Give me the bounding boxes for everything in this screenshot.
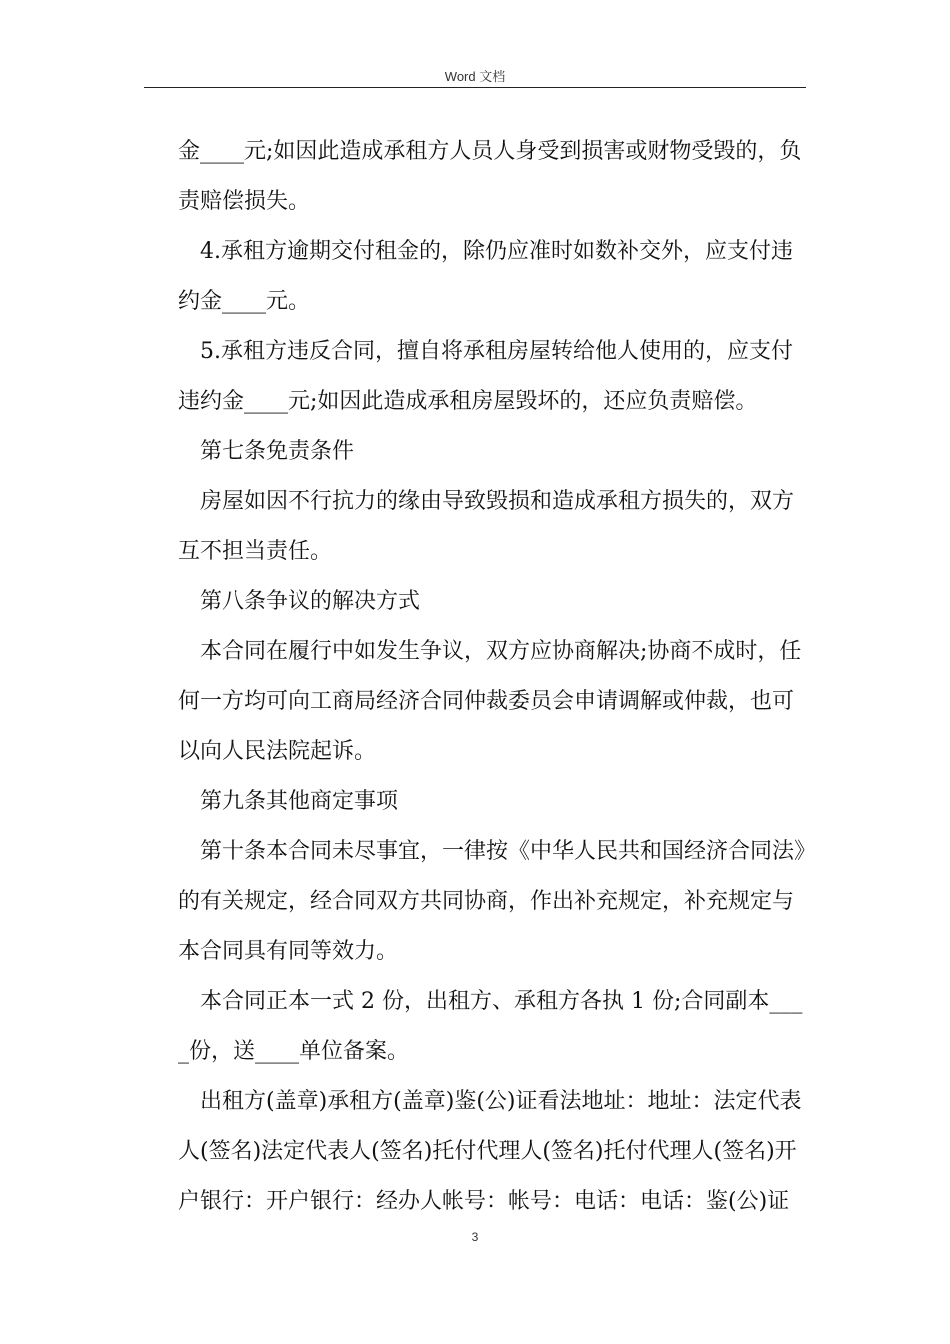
- document-header: Word 文档: [444, 69, 506, 84]
- paragraph: 房屋如因不行抗力的缘由导致毁损和造成承租方损失的，双方互不担当责任。: [178, 489, 795, 564]
- paragraph: 本合同在履行中如发生争议，双方应协商解决;协商不成时，任何一方均可向工商局经济合同仲裁委员会申请调解或仲裁，也可以向人民法院起诉。: [178, 639, 802, 764]
- section-heading: 第七条免责条件: [200, 439, 355, 464]
- section-heading: 第九条其他商定事项: [200, 789, 399, 814]
- page-number: 3: [471, 1230, 479, 1244]
- header-divider: [144, 87, 806, 88]
- signature-block: 出租方(盖章)承租方(盖章)鉴(公)证看法地址：地址：法定代表人(签名)法定代表人(签名)托付代理人(签名)托付代理人(签名)开户银行：开户银行：经办人帐号：帐号：电话：电话：鉴(公)证: [178, 1089, 802, 1214]
- section-heading: 第八条争议的解决方式: [200, 589, 421, 614]
- paragraph: 本合同正本一式 2 份，出租方、承租方各执 1 份;合同副本____份，送____单位备案。: [178, 989, 803, 1064]
- paragraph: 5.承租方违反合同，擅自将承租房屋转给他人使用的，应支付违约金____元;如因此造成承租房屋毁坏的，还应负责赔偿。: [178, 339, 793, 414]
- document-body: [178, 127, 810, 1227]
- paragraph: 金____元;如因此造成承租方人员人身受到损害或财物受毁的，负责赔偿损失。: [178, 139, 802, 214]
- paragraph: 第十条本合同未尽事宜，一律按《中华人民共和国经济合同法》的有关规定，经合同双方共同协商，作出补充规定，补充规定与本合同具有同等效力。: [178, 839, 806, 964]
- paragraph: 4.承租方逾期交付租金的，除仍应准时如数补交外，应支付违约金____元。: [178, 239, 793, 314]
